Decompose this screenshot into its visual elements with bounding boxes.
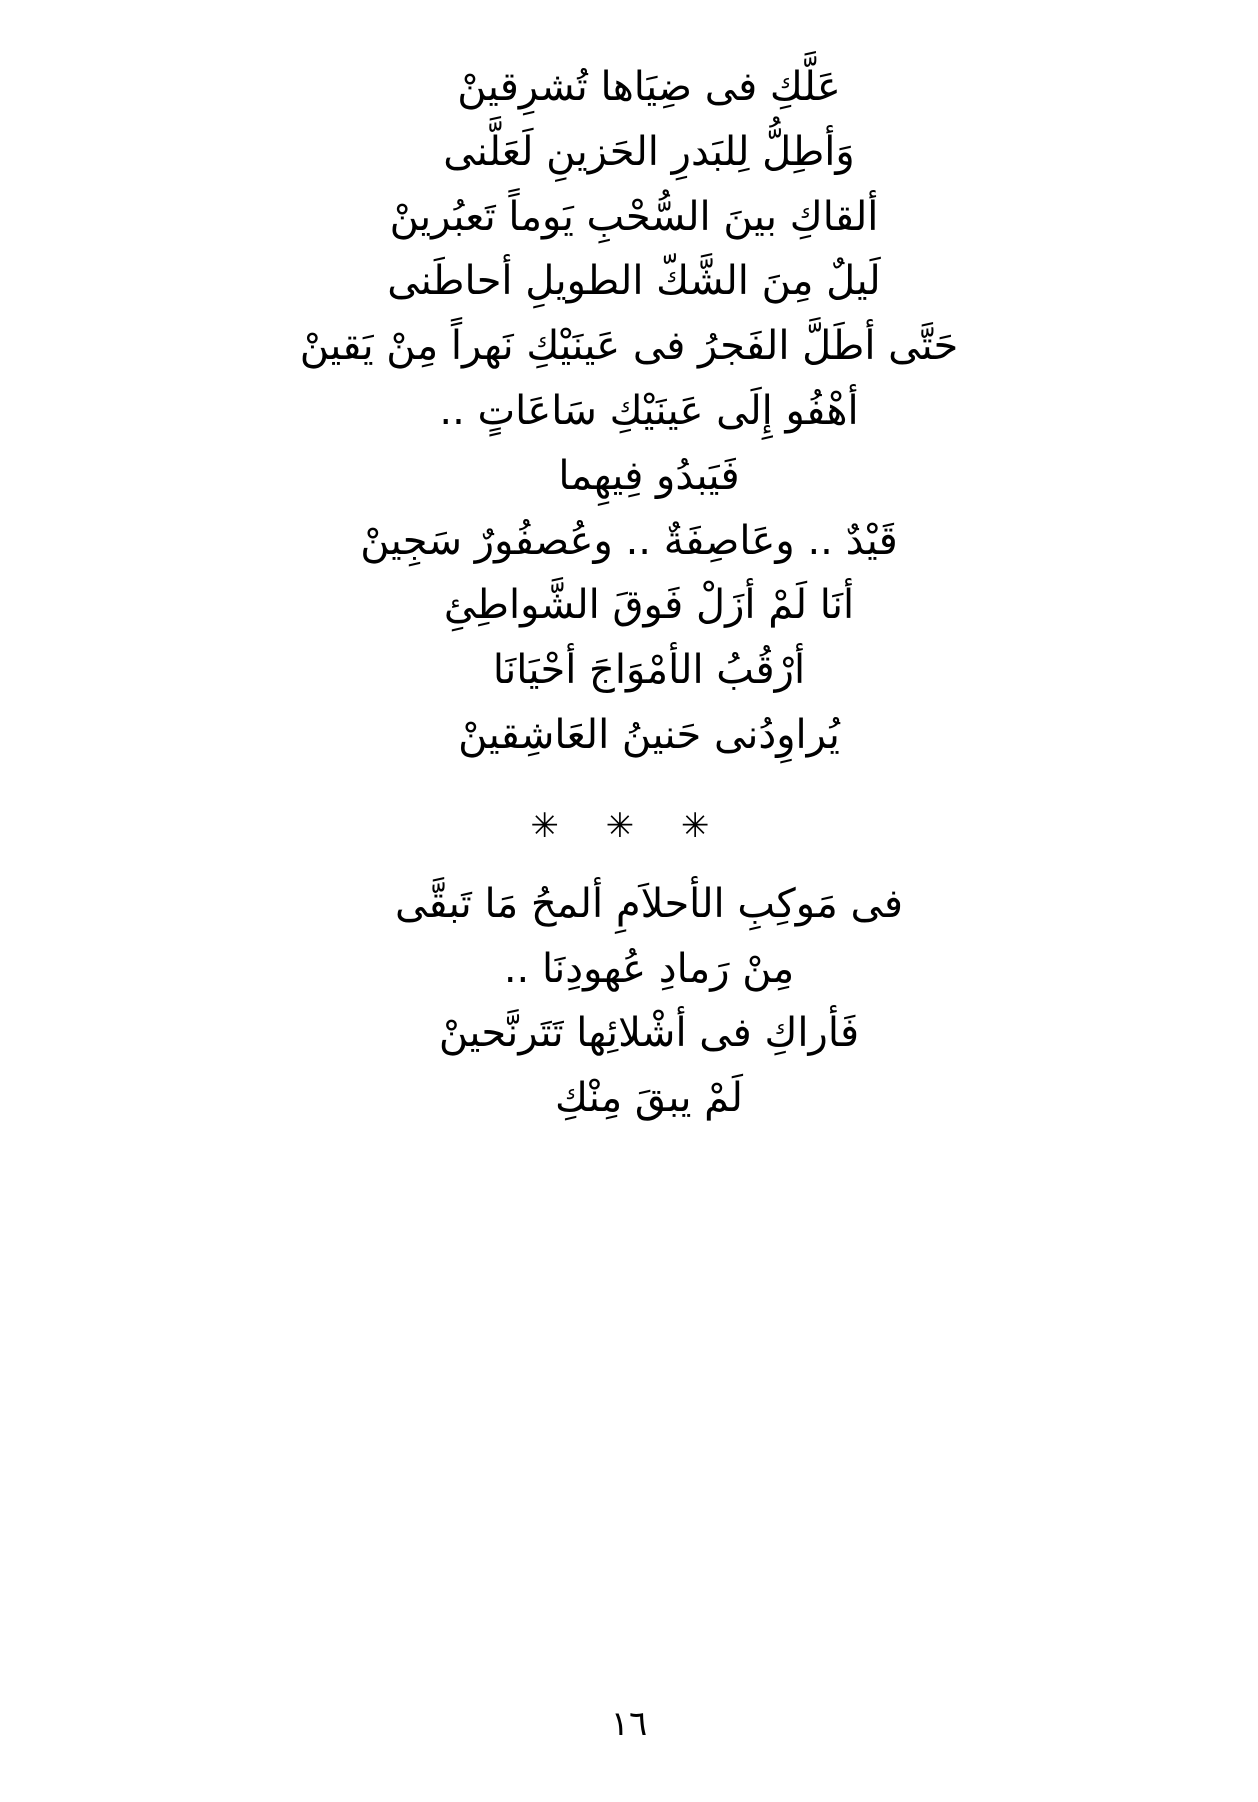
poem-line: فَأراكِ فى أشْلائِها تَتَرنَّحينْ bbox=[438, 1010, 860, 1057]
poem-line: قَيْدٌ .. وعَاصِفَةٌ .. وعُصفُورٌ سَجِينْ bbox=[360, 517, 898, 564]
poem-body bbox=[0, 55, 1258, 1131]
stanza-one bbox=[90, 55, 1168, 768]
poem-line: أنَا لَمْ أزَلْ فَوقَ الشَّواطِئِ bbox=[443, 582, 855, 629]
poem-line: عَلَّكِ فى ضِيَاها تُشرِقينْ bbox=[457, 64, 841, 110]
poem-line: أهْفُو إِلَى عَينَيْكِ سَاعَاتٍ .. bbox=[439, 387, 859, 434]
poem-line: ألقاكِ بينَ السُّحْبِ يَوماً تَعبُرينْ bbox=[389, 193, 879, 240]
page-number: ١٦ bbox=[610, 1704, 648, 1744]
stanza-separator: ✳ ✳ ✳ bbox=[530, 805, 728, 846]
poem-line: فَيَبدُو فِيهِما bbox=[558, 452, 740, 499]
poem-line: لَيلٌ مِنَ الشَّكّ الطويلِ أحاطَنى bbox=[387, 258, 881, 305]
poem-line: يُراوِدُنى حَنينُ العَاشِقينْ bbox=[458, 711, 840, 758]
poem-line: حَتَّى أطَلَّ الفَجرُ فى عَينَيْكِ نَهراً مِنْ يَقينْ bbox=[299, 323, 959, 370]
poem-line: مِنْ رَمادِ عُهودِنَا .. bbox=[503, 945, 795, 992]
poem-line: لَمْ يبقَ مِنْكِ bbox=[554, 1075, 743, 1122]
poem-line: وَأطِلُّ لِلبَدرِ الحَزينِ لَعَلَّنى bbox=[443, 128, 855, 175]
poem-line: فى مَوكِبِ الأحلاَمِ ألمحُ مَا تَبقَّى bbox=[395, 880, 903, 927]
poem-line: أرْقُبُ الأمْوَاجَ أحْيَانَا bbox=[492, 647, 806, 694]
stanza-two bbox=[90, 872, 1168, 1131]
